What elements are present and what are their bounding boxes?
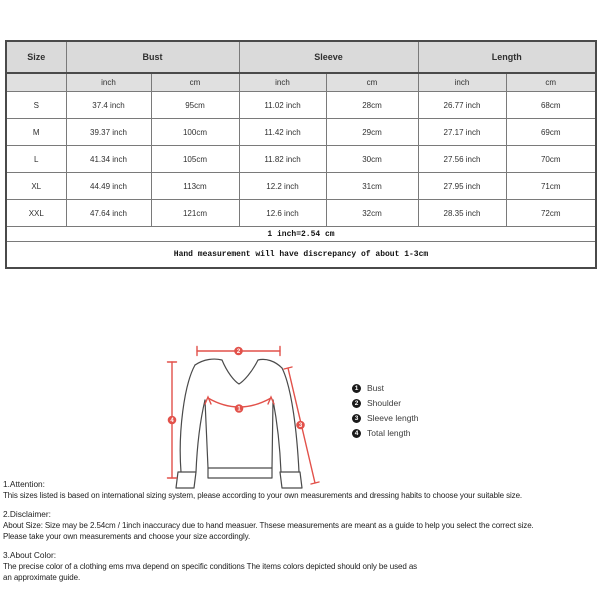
table-footnote-row <box>6 242 596 269</box>
value-cell: 11.02 inch <box>239 92 326 119</box>
table-row <box>6 119 596 146</box>
size-cell: L <box>6 146 66 173</box>
attention-title: 1.Attention: <box>3 479 45 489</box>
size-cell: XXL <box>6 200 66 227</box>
shoulder-badge: 2 <box>236 349 241 356</box>
table-row <box>6 146 596 173</box>
legend-bullet: 3 <box>352 414 361 423</box>
value-cell: 41.34 inch <box>66 146 151 173</box>
legend-bullet: 4 <box>352 429 361 438</box>
unit-header-blank <box>6 73 66 92</box>
col-header-bust: Bust <box>66 41 239 73</box>
unit-header: inch <box>239 73 326 92</box>
disclaimer-title: 2.Disclaimer: <box>3 509 51 519</box>
legend-label: Total length <box>367 428 411 438</box>
value-cell: 69cm <box>506 119 596 146</box>
length-badge: 4 <box>170 418 174 425</box>
legend-bullet: 1 <box>352 384 361 393</box>
about-color-line: The precise color of a clothing ems mva depend on specific conditions The items colors depicted should only be used as <box>3 562 418 571</box>
size-chart-table <box>5 40 597 269</box>
value-cell: 28cm <box>326 92 418 119</box>
value-cell: 70cm <box>506 146 596 173</box>
unit-header: inch <box>66 73 151 92</box>
value-cell: 121cm <box>151 200 239 227</box>
col-header-sleeve: Sleeve <box>239 41 418 73</box>
value-cell: 95cm <box>151 92 239 119</box>
value-cell: 26.77 inch <box>418 92 506 119</box>
table-unit-row <box>6 73 596 92</box>
disclaimer-line: Please take your own measurements and choose your size accordingly. <box>3 532 251 541</box>
size-cell: S <box>6 92 66 119</box>
value-cell: 32cm <box>326 200 418 227</box>
about-color-line: an approximate guide. <box>3 573 81 582</box>
table-footnote-row <box>6 227 596 242</box>
value-cell: 11.82 inch <box>239 146 326 173</box>
notes-section <box>3 479 600 583</box>
legend-label: Shoulder <box>367 398 402 408</box>
unit-header: cm <box>151 73 239 92</box>
table-header-row <box>6 41 596 73</box>
legend-bullet: 2 <box>352 399 361 408</box>
measure-badges <box>168 347 305 430</box>
unit-header: cm <box>326 73 418 92</box>
value-cell: 100cm <box>151 119 239 146</box>
sweater-outline-icon <box>176 359 302 488</box>
size-cell: M <box>6 119 66 146</box>
value-cell: 12.6 inch <box>239 200 326 227</box>
legend-item-total-length <box>352 428 419 438</box>
value-cell: 71cm <box>506 173 596 200</box>
legend-label: Sleeve length <box>367 413 419 423</box>
unit-header: cm <box>506 73 596 92</box>
diagram-legend <box>352 383 419 443</box>
attention-body: This sizes listed is based on international sizing system, please according to your own measurements and dressing habits to choose your suitable size. <box>3 491 523 500</box>
legend-item-bust <box>352 383 419 393</box>
legend-item-shoulder <box>352 398 419 408</box>
value-cell: 29cm <box>326 119 418 146</box>
value-cell: 68cm <box>506 92 596 119</box>
measurement-footnote: Hand measurement will have discrepancy of about 1-3cm <box>6 242 596 269</box>
value-cell: 31cm <box>326 173 418 200</box>
value-cell: 44.49 inch <box>66 173 151 200</box>
value-cell: 105cm <box>151 146 239 173</box>
bust-badge: 1 <box>237 406 241 413</box>
value-cell: 113cm <box>151 173 239 200</box>
value-cell: 39.37 inch <box>66 119 151 146</box>
table-row <box>6 173 596 200</box>
about-color-title: 3.About Color: <box>3 550 57 560</box>
value-cell: 37.4 inch <box>66 92 151 119</box>
value-cell: 72cm <box>506 200 596 227</box>
value-cell: 11.42 inch <box>239 119 326 146</box>
table-row <box>6 200 596 227</box>
sweater-diagram <box>156 333 348 491</box>
value-cell: 47.64 inch <box>66 200 151 227</box>
value-cell: 28.35 inch <box>418 200 506 227</box>
value-cell: 27.17 inch <box>418 119 506 146</box>
conversion-footnote: 1 inch=2.54 cm <box>6 227 596 242</box>
value-cell: 27.56 inch <box>418 146 506 173</box>
sleeve-badge: 3 <box>298 423 303 430</box>
value-cell: 27.95 inch <box>418 173 506 200</box>
value-cell: 12.2 inch <box>239 173 326 200</box>
disclaimer-line: About Size: Size may be 2.54cm / 1inch inaccuracy due to hand measuer. Thsese measurements are meant as a guide to help you select the correct size. <box>3 521 534 530</box>
value-cell: 30cm <box>326 146 418 173</box>
col-header-length: Length <box>418 41 596 73</box>
table-row <box>6 92 596 119</box>
legend-label: Bust <box>367 383 385 393</box>
col-header-size: Size <box>6 41 66 73</box>
size-cell: XL <box>6 173 66 200</box>
legend-item-sleeve-length <box>352 413 419 423</box>
unit-header: inch <box>418 73 506 92</box>
